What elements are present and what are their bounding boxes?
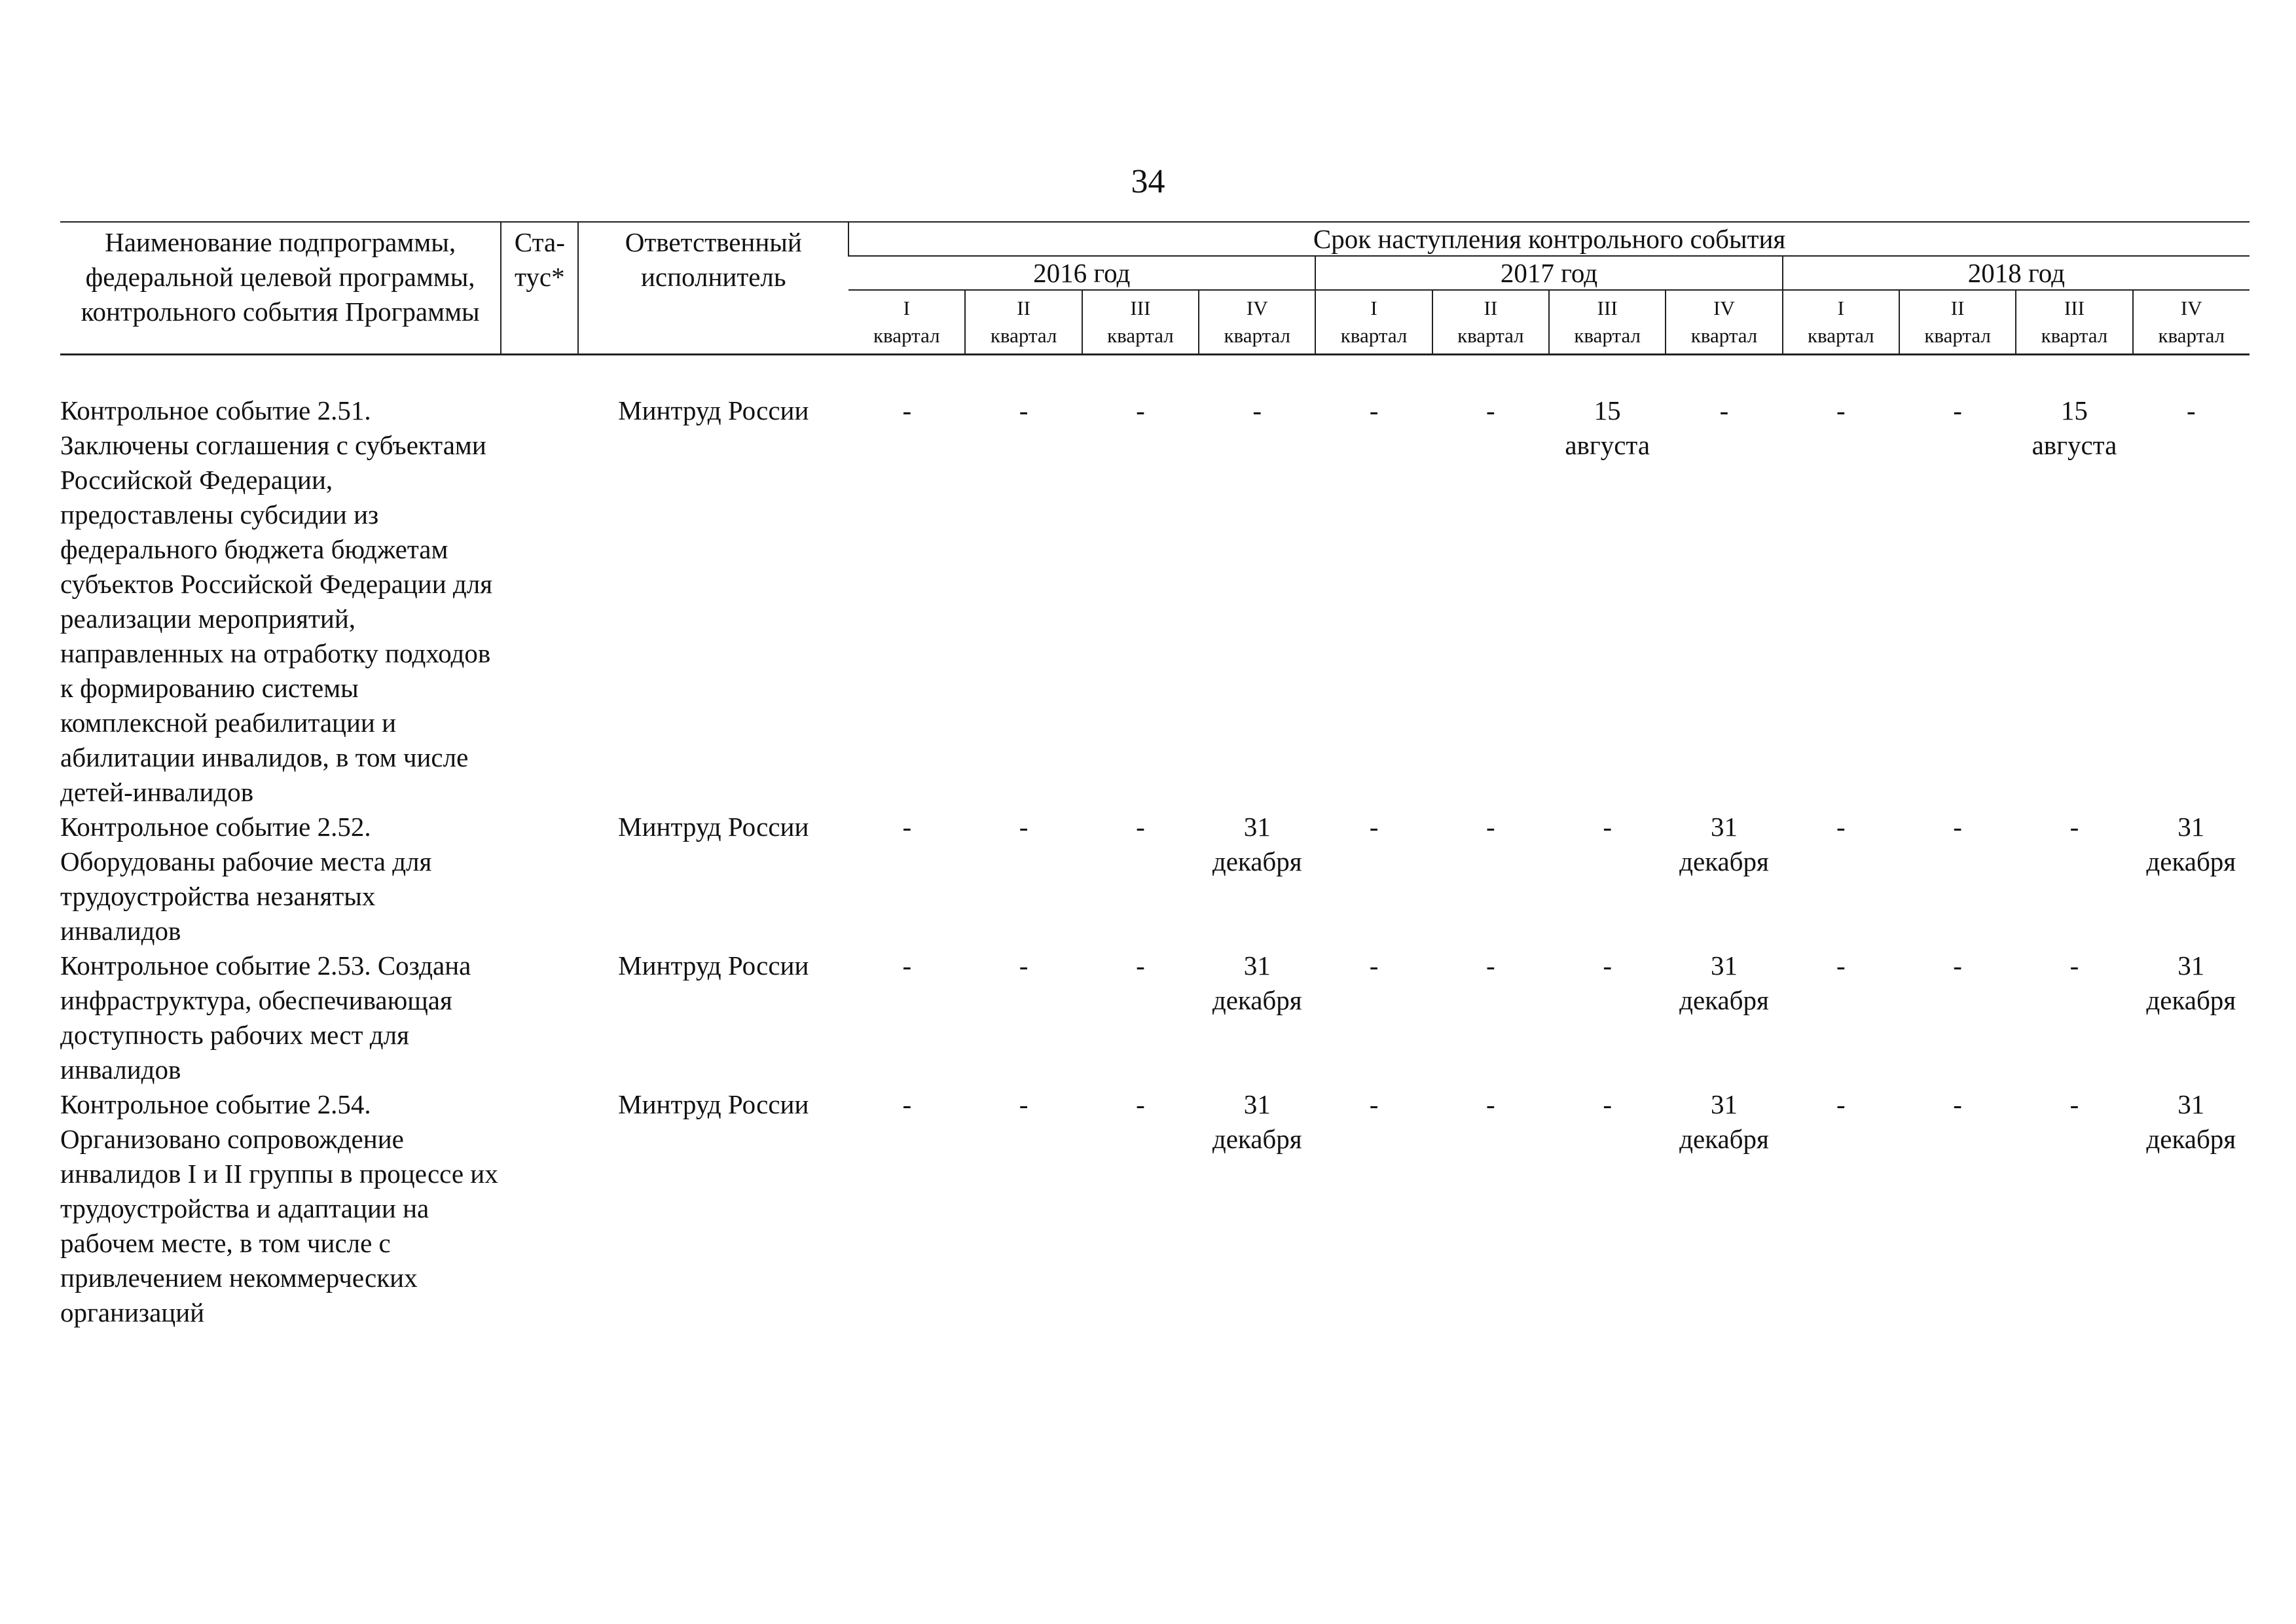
deadline-value: 15 [1594, 395, 1621, 425]
header-quarter [2133, 290, 2250, 355]
deadline-value: - [1486, 950, 1495, 981]
quarter-deadline-cell [1666, 393, 1782, 810]
quarter-deadline-cell [965, 1087, 1082, 1330]
deadline-value: - [1603, 1089, 1612, 1119]
deadline-value: - [1836, 812, 1846, 842]
quarter-word: квартал [1924, 324, 1991, 347]
header-quarter [1899, 290, 2016, 355]
deadline-value: 31 [1243, 1089, 1271, 1119]
quarter-word: квартал [1340, 324, 1408, 347]
header-quarter [1199, 290, 1315, 355]
quarter-word: квартал [1574, 324, 1641, 347]
deadline-month: августа [2032, 430, 2117, 460]
header-quarter [2016, 290, 2132, 355]
deadline-value: - [1486, 812, 1495, 842]
header-quarter [965, 290, 1082, 355]
quarter-number: I [1837, 297, 1844, 319]
quarter-word: квартал [1690, 324, 1758, 347]
quarter-deadline-cell [1315, 1087, 1432, 1330]
quarter-deadline-cell [1315, 393, 1432, 810]
quarter-number: II [1017, 297, 1030, 319]
header-quarter [1666, 290, 1782, 355]
header-deadline-span: Срок наступления контрольного события [848, 222, 2250, 256]
deadline-value: - [1369, 395, 1379, 425]
table-header [60, 222, 2250, 355]
deadline-value: - [1486, 1089, 1495, 1119]
quarter-deadline-cell [1199, 948, 1315, 1087]
quarter-word: квартал [990, 324, 1057, 347]
header-quarter [1315, 290, 1432, 355]
quarter-number: IV [1246, 297, 1268, 319]
deadline-value: - [2069, 1089, 2079, 1119]
event-name: Контрольное событие 2.51. Заключены соглашения с субъектами Российской Федерации, предоставлены субсидии из федерального бюджета бюджетам субъектов Российской Федерации для реализации мероприятий, направленных на отработку подходов к формированию системы комплексной реабилитации и абилитации инвалидов, в том числе детей-инвалидов [60, 395, 493, 807]
quarter-deadline-cell [2133, 810, 2250, 948]
event-name: Контрольное событие 2.54. Организовано сопровождение инвалидов I и II группы в процессе их трудоустройства и адаптации на рабочем месте, в том числе с привлечением некоммерческих организаций [60, 1089, 498, 1327]
deadline-value: - [1953, 950, 1962, 981]
header-quarter [1082, 290, 1199, 355]
quarter-word: квартал [2158, 324, 2225, 347]
deadline-month: декабря [2146, 1124, 2236, 1154]
quarter-deadline-cell [1899, 810, 2016, 948]
deadline-month: декабря [1679, 1124, 1769, 1154]
quarter-deadline-cell [1082, 810, 1199, 948]
quarter-deadline-cell [1432, 948, 1549, 1087]
quarter-word: квартал [1224, 324, 1291, 347]
quarter-deadline-cell [1899, 1087, 2016, 1330]
quarter-number: II [1484, 297, 1498, 319]
deadline-value: - [1836, 395, 1846, 425]
quarter-deadline-cell [1199, 1087, 1315, 1330]
header-name-column: Наименование подпрограммы, федеральной целевой программы, контрольного события Программы [60, 222, 501, 355]
quarter-deadline-cell [1432, 810, 1549, 948]
quarter-deadline-cell [2133, 393, 2250, 810]
quarter-deadline-cell [1199, 810, 1315, 948]
deadline-value: - [1486, 395, 1495, 425]
deadline-value: - [1603, 812, 1612, 842]
deadline-value: - [2069, 812, 2079, 842]
quarter-number: III [1130, 297, 1151, 319]
deadline-value: - [902, 1089, 912, 1119]
quarter-number: III [2064, 297, 2085, 319]
event-name: Контрольное событие 2.53. Создана инфраструктура, обеспечивающая доступность рабочих мест для инвалидов [60, 950, 471, 1085]
quarter-deadline-cell [1082, 948, 1199, 1087]
quarter-deadline-cell [848, 948, 965, 1087]
event-executor: Минтруд России [618, 395, 809, 425]
quarter-deadline-cell [1899, 948, 2016, 1087]
event-status [501, 948, 578, 1087]
deadline-value: - [1836, 1089, 1846, 1119]
quarter-deadline-cell [965, 393, 1082, 810]
quarter-deadline-cell [2133, 948, 2250, 1087]
deadline-value: - [1953, 395, 1962, 425]
header-quarter [848, 290, 965, 355]
quarter-deadline-cell [2016, 810, 2132, 948]
deadline-value: 31 [1243, 812, 1271, 842]
header-year-2016: 2016 год [848, 256, 1315, 290]
deadline-value: - [1719, 395, 1729, 425]
event-executor: Минтруд России [618, 1089, 809, 1119]
header-status-column: Ста-тус* [501, 222, 578, 355]
event-status [501, 393, 578, 810]
deadline-value: 15 [2060, 395, 2088, 425]
quarter-deadline-cell [1783, 948, 1899, 1087]
deadline-value: - [1136, 812, 1145, 842]
deadline-value: - [1369, 1089, 1379, 1119]
deadline-value: - [1136, 395, 1145, 425]
quarter-deadline-cell [1082, 1087, 1199, 1330]
deadline-value: - [1019, 950, 1029, 981]
deadline-value: - [1953, 1089, 1962, 1119]
quarter-deadline-cell [1432, 393, 1549, 810]
quarter-deadline-cell [1666, 1087, 1782, 1330]
quarter-deadline-cell [1783, 810, 1899, 948]
quarter-deadline-cell [1315, 810, 1432, 948]
quarter-deadline-cell [1666, 948, 1782, 1087]
deadline-value: - [1136, 950, 1145, 981]
quarter-deadline-cell [965, 948, 1082, 1087]
deadline-value: - [1953, 812, 1962, 842]
deadline-value: - [902, 812, 912, 842]
quarter-deadline-cell [2016, 1087, 2132, 1330]
quarter-deadline-cell [848, 1087, 965, 1330]
header-year-2017: 2017 год [1315, 256, 1782, 290]
deadline-value: - [1369, 950, 1379, 981]
quarter-number: I [903, 297, 910, 319]
quarter-number: IV [2180, 297, 2202, 319]
deadline-month: декабря [1679, 846, 1769, 876]
table-row [60, 1087, 2250, 1330]
deadline-month: декабря [2146, 846, 2236, 876]
quarter-word: квартал [1808, 324, 1874, 347]
event-status [501, 810, 578, 948]
deadline-value: 31 [2178, 950, 2205, 981]
quarter-deadline-cell [1082, 393, 1199, 810]
deadline-month: декабря [1212, 985, 1302, 1015]
deadline-value: - [1019, 812, 1029, 842]
quarter-deadline-cell [965, 810, 1082, 948]
quarter-deadline-cell [848, 393, 965, 810]
deadline-value: - [1836, 950, 1846, 981]
table-row [60, 810, 2250, 948]
event-executor: Минтруд России [618, 812, 809, 842]
event-status [501, 1087, 578, 1330]
quarter-deadline-cell [1783, 393, 1899, 810]
deadline-value: - [902, 950, 912, 981]
header-executor-column: Ответственный исполнитель [578, 222, 848, 355]
table-row [60, 948, 2250, 1087]
deadline-value: 31 [2178, 812, 2205, 842]
quarter-number: III [1597, 297, 1618, 319]
deadline-value: - [1369, 812, 1379, 842]
deadline-month: августа [1565, 430, 1650, 460]
quarter-deadline-cell [1432, 1087, 1549, 1330]
quarter-number: I [1370, 297, 1377, 319]
quarter-deadline-cell [1899, 393, 2016, 810]
quarter-word: квартал [1457, 324, 1524, 347]
page-number: 34 [1131, 163, 1165, 200]
quarter-deadline-cell [1549, 948, 1666, 1087]
event-executor: Минтруд России [618, 950, 809, 981]
quarter-deadline-cell [848, 810, 965, 948]
quarter-deadline-cell [1783, 1087, 1899, 1330]
quarter-deadline-cell [1199, 393, 1315, 810]
quarter-deadline-cell [1315, 948, 1432, 1087]
deadline-value: - [2069, 950, 2079, 981]
deadline-value: - [1252, 395, 1262, 425]
quarter-number: II [1950, 297, 1965, 319]
header-quarter [1432, 290, 1549, 355]
deadline-value: 31 [2178, 1089, 2205, 1119]
table-row [60, 393, 2250, 810]
deadline-value: - [902, 395, 912, 425]
quarter-deadline-cell [1549, 1087, 1666, 1330]
quarter-deadline-cell [2016, 393, 2132, 810]
deadline-month: декабря [1212, 846, 1302, 876]
header-year-2018: 2018 год [1783, 256, 2250, 290]
quarter-deadline-cell [1549, 393, 1666, 810]
quarter-deadline-cell [2016, 948, 2132, 1087]
deadline-value: 31 [1243, 950, 1271, 981]
deadline-month: декабря [1212, 1124, 1302, 1154]
deadline-value: 31 [1710, 950, 1738, 981]
quarter-deadline-cell [2133, 1087, 2250, 1330]
deadline-value: - [1019, 395, 1029, 425]
deadline-month: декабря [1679, 985, 1769, 1015]
control-events-table [60, 221, 2250, 1330]
quarter-word: квартал [873, 324, 940, 347]
deadline-month: декабря [2146, 985, 2236, 1015]
deadline-value: 31 [1710, 812, 1738, 842]
quarter-number: IV [1713, 297, 1735, 319]
header-quarter [1783, 290, 1899, 355]
deadline-value: - [1603, 950, 1612, 981]
quarter-word: квартал [2041, 324, 2108, 347]
deadline-value: - [1019, 1089, 1029, 1119]
deadline-value: - [2186, 395, 2196, 425]
deadline-value: - [1136, 1089, 1145, 1119]
event-name: Контрольное событие 2.52. Оборудованы рабочие места для трудоустройства незанятых инвалидов [60, 812, 432, 946]
quarter-word: квартал [1107, 324, 1174, 347]
quarter-deadline-cell [1549, 810, 1666, 948]
header-quarter [1549, 290, 1666, 355]
quarter-deadline-cell [1666, 810, 1782, 948]
deadline-value: 31 [1710, 1089, 1738, 1119]
